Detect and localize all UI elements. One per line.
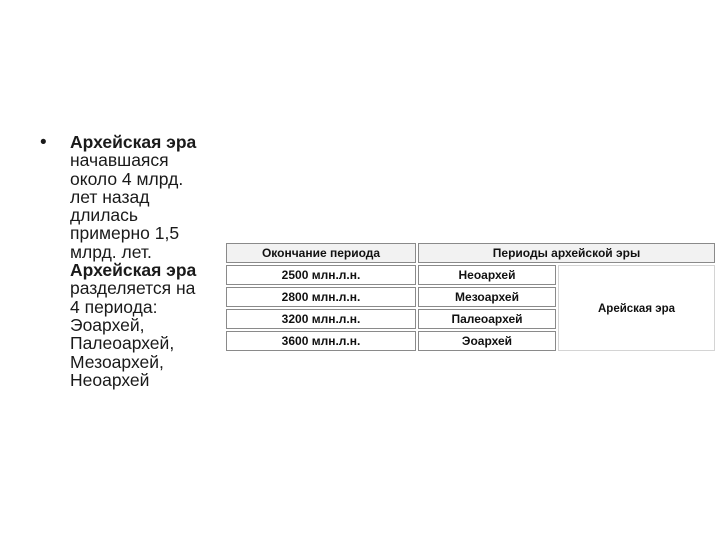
text-line: разделяется на bbox=[70, 278, 196, 299]
period-name-cell: Мезоархей bbox=[418, 287, 556, 307]
table-header-row bbox=[226, 243, 715, 263]
period-name-cell: Палеоархей bbox=[418, 309, 556, 329]
period-name-cell: Эоархей bbox=[418, 331, 556, 351]
table-row bbox=[226, 265, 715, 285]
archean-periods-table bbox=[224, 241, 720, 351]
era-cell bbox=[558, 265, 715, 351]
text-line: Мезоархей, bbox=[70, 351, 164, 372]
text-line: Палеоархей, bbox=[70, 333, 175, 354]
text-line: около 4 млрд. bbox=[70, 168, 184, 189]
bullet-paragraph bbox=[70, 133, 230, 389]
text-line: примерно 1,5 bbox=[70, 223, 180, 244]
period-name-cell: Неоархей bbox=[418, 265, 556, 285]
header-period-end: Окончание периода bbox=[226, 243, 416, 263]
text-line: 4 периода: bbox=[70, 296, 158, 317]
period-end-cell: 2800 млн.л.н. bbox=[226, 287, 416, 307]
text-line: лет назад bbox=[70, 186, 150, 207]
text-line: Неоархей bbox=[70, 369, 150, 390]
text-line: длилась bbox=[70, 205, 139, 226]
periods-table bbox=[224, 241, 717, 351]
era-title-1: Архейская эра bbox=[70, 132, 197, 152]
era-label: Арейская эра bbox=[597, 303, 676, 315]
text-line: начавшаяся bbox=[70, 150, 169, 171]
era-title-2: Архейская эра bbox=[70, 260, 197, 281]
period-end-cell: 3600 млн.л.н. bbox=[226, 331, 416, 351]
bullet-marker: • bbox=[40, 132, 47, 153]
text-line: млрд. лет. bbox=[70, 241, 152, 262]
text-line: Эоархей, bbox=[70, 314, 145, 335]
header-archean-periods: Периоды архейской эры bbox=[418, 243, 715, 263]
period-end-cell: 3200 млн.л.н. bbox=[226, 309, 416, 329]
period-end-cell: 2500 млн.л.н. bbox=[226, 265, 416, 285]
